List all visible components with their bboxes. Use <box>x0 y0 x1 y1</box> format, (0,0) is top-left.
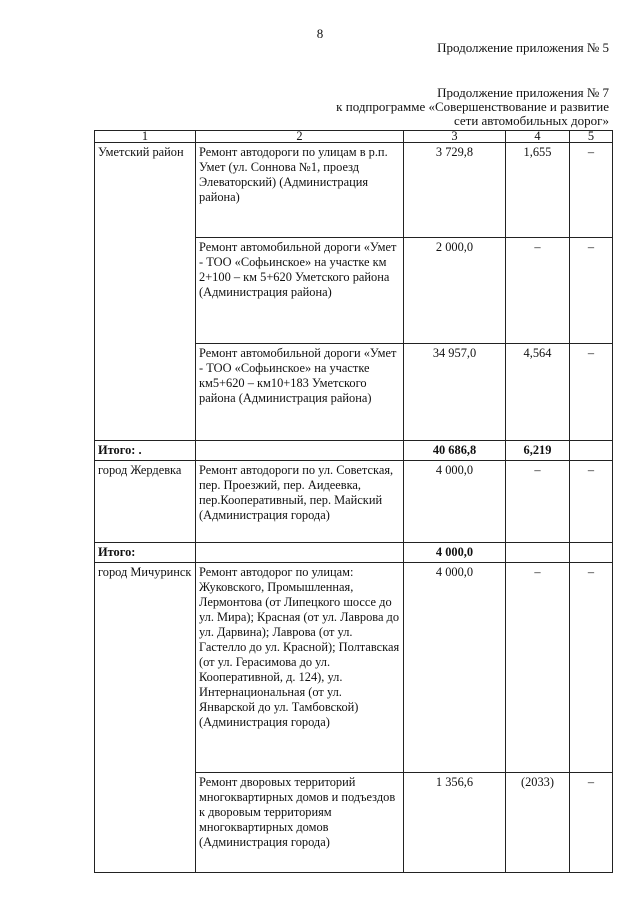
amount-cell: 4 000,0 <box>404 563 506 773</box>
work-description: Ремонт автодороги по улицам в р.п. Умет (ул. Сонновa №1, проезд Элеваторский) (Администрация района) <box>196 143 404 238</box>
col5-cell: – <box>570 773 613 873</box>
header-col-4: 4 <box>506 131 570 143</box>
work-description: Ремонт автомобильной дороги «Умет - ТОО «Софьинское» на участке км 2+100 – км 5+620 Уметского района (Администрация района) <box>196 238 404 344</box>
work-description: Ремонт автомобильной дороги «Умет - ТОО «Софьинское» на участке км5+620 – км10+183 Уметского района (Администрация района) <box>196 344 404 441</box>
area-cell: Уметский район <box>95 143 196 441</box>
total-amount: 40 686,8 <box>404 441 506 461</box>
appendix-7-line1: Продолжение приложения № 7 <box>437 85 609 100</box>
length-cell: 1,655 <box>506 143 570 238</box>
appendix-7-line2: к подпрограмме «Совершенствование и развитие <box>336 99 609 114</box>
length-cell: – <box>506 238 570 344</box>
total-length: 6,219 <box>506 441 570 461</box>
appendix-7-line3: сети автомобильных дорог» <box>453 113 609 128</box>
appendix-5-continuation: Продолжение приложения № 5 <box>437 40 609 55</box>
table-row <box>95 461 613 543</box>
header-col-5: 5 <box>570 131 613 143</box>
area-cell: город Жердевка <box>95 461 196 543</box>
col5-cell: – <box>570 344 613 441</box>
page-number: 8 <box>316 26 324 41</box>
amount-cell: 3 729,8 <box>404 143 506 238</box>
amount-cell: 1 356,6 <box>404 773 506 873</box>
work-description: Ремонт автодороги по ул. Советская, пер. Проезжий, пер. Аидеевка, пер.Кооперативный, пер. Майский (Администрация города) <box>196 461 404 543</box>
length-cell: – <box>506 563 570 773</box>
total-col5 <box>570 543 613 563</box>
amount-cell: 2 000,0 <box>404 238 506 344</box>
length-cell: (2033) <box>506 773 570 873</box>
total-empty-cell <box>196 441 404 461</box>
area-cell: город Мичуринск <box>95 563 196 873</box>
table-row <box>95 563 613 773</box>
work-description: Ремонт автодорог по улицам: Жуковского, Промышленная, Лермонтова (от Липецкого шоссе до ул. Мира); Красная (от ул. Лаврова до ул. Дарвина); Лаврова (от ул. Гастелло до ул. Красной); Полтавская (от ул. Герасимова до ул. Кооперативной, д. 124), ул. Интернациональная (от ул. Январской до ул. Тамбовской) (Администрация города) <box>196 563 404 773</box>
total-label: Итого: . <box>95 441 196 461</box>
total-label: Итого: <box>95 543 196 563</box>
table-row <box>95 143 613 238</box>
program-table <box>94 130 613 873</box>
length-cell: 4,564 <box>506 344 570 441</box>
amount-cell: 34 957,0 <box>404 344 506 441</box>
appendix-7-continuation <box>336 86 609 128</box>
total-row <box>95 441 613 461</box>
col5-cell: – <box>570 238 613 344</box>
total-col5 <box>570 441 613 461</box>
total-length <box>506 543 570 563</box>
length-cell: – <box>506 461 570 543</box>
total-amount: 4 000,0 <box>404 543 506 563</box>
total-row <box>95 543 613 563</box>
col5-cell: – <box>570 563 613 773</box>
header-col-2: 2 <box>196 131 404 143</box>
col5-cell: – <box>570 461 613 543</box>
amount-cell: 4 000,0 <box>404 461 506 543</box>
col5-cell: – <box>570 143 613 238</box>
header-row <box>95 131 613 143</box>
total-empty-cell <box>196 543 404 563</box>
header-col-1: 1 <box>95 131 196 143</box>
header-col-3: 3 <box>404 131 506 143</box>
work-description: Ремонт дворовых территорий многоквартирных домов и подъездов к дворовым территориям многоквартирных домов (Администрация города) <box>196 773 404 873</box>
